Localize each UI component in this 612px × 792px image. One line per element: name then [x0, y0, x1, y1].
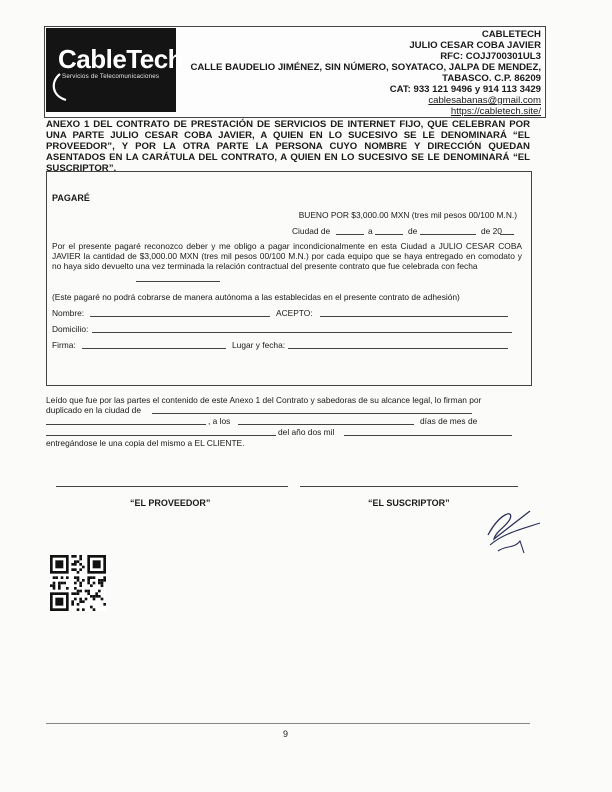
subscriber-signature-line[interactable]: [300, 486, 518, 487]
footer-rule: [46, 723, 530, 724]
contract-date-blank[interactable]: [136, 281, 220, 282]
pagare-body: Por el presente pagaré reconozco deber y me obligo a pagar incondicionalmente en esta Ciudad a JULIO CESAR COBA JAVIER la cantidad de $3,000.00 MXN (tres mil pesos 00/100 M.N.) por cada equipo que se haya entregado en comodato y no haya sido devuelto una vez terminada la relación contractual del presente contrato que fue celebrada con fecha: [52, 241, 522, 271]
nombre-label: Nombre:: [52, 308, 85, 318]
pagare-title: PAGARÉ: [52, 193, 90, 203]
domicilio-field[interactable]: [92, 332, 512, 333]
firma-field[interactable]: [82, 348, 226, 349]
city-a: a: [368, 226, 373, 236]
provider-signature-line[interactable]: [56, 486, 288, 487]
pagare-box: [46, 171, 532, 386]
nombre-field[interactable]: [90, 316, 270, 317]
day-blank[interactable]: [375, 234, 403, 235]
city-blank[interactable]: [336, 234, 364, 235]
intro-paragraph: ANEXO 1 DEL CONTRATO DE PRESTACIÓN DE SERVICIOS DE INTERNET FIJO, QUE CELEBRAN POR UNA PARTE JULIO CESAR COBA JAVIER, A QUIEN EN LO SUCESIVO SE LE DENOMINARÁ “EL PROVEEDOR”, Y POR LA OTRA PARTE LA PERSONA CUYO NOMBRE Y DIRECCIÓN QUEDAN ASENTADOS EN LA CARÁTULA DEL CONTRATO, A QUIEN EN LO SUCESIVO SE LE DENOMINARÁ “EL SUSCRIPTOR”.: [46, 119, 530, 174]
city-de1: de: [408, 226, 418, 236]
acepto-field[interactable]: [320, 316, 508, 317]
lugar-label: Lugar y fecha:: [232, 340, 286, 350]
lugar-field[interactable]: [288, 348, 508, 349]
qr-code: [50, 555, 106, 611]
closing-year-blank[interactable]: [344, 435, 512, 436]
subscriber-label: “EL SUSCRIPTOR”: [368, 498, 450, 508]
pagare-note: (Este pagaré no podrá cobrarse de manera autónoma a las establecidas en el presente contrato de adhesión): [52, 292, 460, 302]
pagare-amount: BUENO POR $3,000.00 MXN (tres mil pesos 00/100 M.N.): [298, 210, 517, 220]
company-name: CABLETECH: [481, 29, 541, 40]
rfc: RFC: COJJ700301UL3: [440, 51, 541, 62]
phones: CAT: 933 121 9496 y 914 113 3429: [389, 84, 541, 95]
owner-name: JULIO CESAR COBA JAVIER: [409, 40, 541, 51]
closing-line-1: Leído que fue por las partes el contenido de este Anexo 1 del Contrato y sabedoras de su alcance legal, lo firman por: [46, 395, 482, 405]
domicilio-label: Domicilio:: [52, 324, 89, 334]
closing-days-blank[interactable]: [238, 424, 414, 425]
city-de2: de 20: [481, 226, 502, 236]
provider-label: “EL PROVEEDOR”: [130, 498, 211, 508]
closing-line-2: duplicado en la ciudad de: [46, 405, 141, 415]
address-line-2: TABASCO. C.P. 86209: [442, 73, 541, 84]
address-line-1: CALLE BAUDELIO JIMÉNEZ, SIN NÚMERO, SOYATACO, JALPA DE MENDEZ,: [190, 62, 541, 73]
closing-month-blank[interactable]: [46, 435, 276, 436]
acepto-label: ACEPTO:: [276, 308, 313, 318]
month-blank[interactable]: [420, 234, 476, 235]
city-label: Ciudad de: [292, 226, 331, 236]
closing-line-4: entregándose le una copia del mismo a EL CLIENTE.: [46, 438, 245, 448]
year-blank[interactable]: [500, 234, 514, 235]
closing-del-anio: del año dos mil: [278, 427, 335, 437]
closing-a-los: , a los: [208, 416, 231, 426]
page-number: 9: [283, 729, 289, 739]
website-link[interactable]: https://cabletech.site/: [450, 106, 541, 117]
logo-word: CableTech: [58, 44, 184, 74]
logo-tagline: Servicios de Telecomunicaciones: [62, 73, 160, 80]
handwritten-signature: [470, 505, 560, 565]
closing-dias: días de mes de: [420, 416, 478, 426]
firma-label: Firma:: [52, 340, 76, 350]
closing-blank-a[interactable]: [46, 424, 206, 425]
closing-city-blank[interactable]: [152, 413, 472, 414]
email-link[interactable]: cablesabanas@gmail.com: [428, 95, 541, 106]
